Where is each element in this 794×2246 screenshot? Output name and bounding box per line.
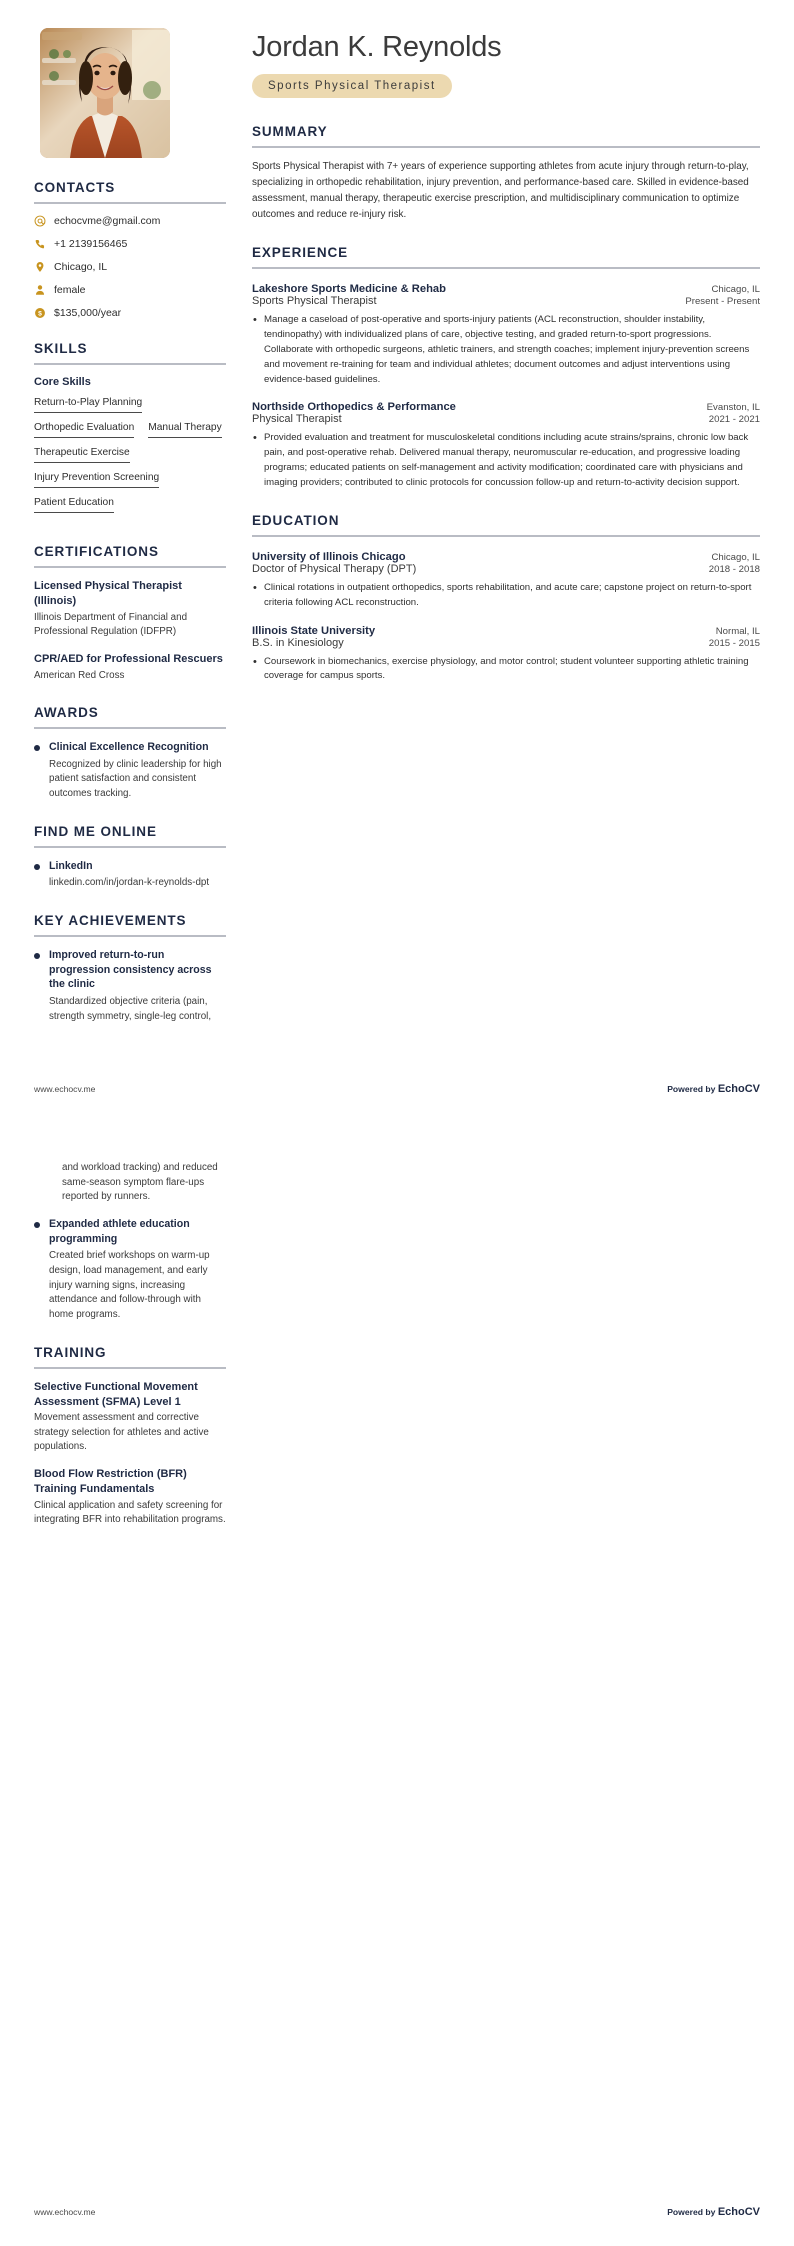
- experience-entry: [252, 283, 760, 387]
- divider: [34, 202, 226, 204]
- experience-dates: 2021 - 2021: [708, 414, 760, 426]
- contact-phone[interactable]: [34, 238, 226, 250]
- svg-text:$: $: [38, 310, 42, 318]
- footer-powered-by: Powered by: [667, 1084, 718, 1094]
- divider: [252, 146, 760, 148]
- divider: [252, 535, 760, 537]
- page-title: Jordan K. Reynolds: [252, 31, 502, 63]
- experience-bullet: • Provided evaluation and treatment for musculoskeletal conditions including acute strains/sprains, chronic low back pain, and post-operative rehab. Delivered manual therapy, neuromuscular re-education, and progressive loading programs; educated patients on self-management and activity modification; coordinated care with physicians and imaging providers; contributed to clinic protocols for concussion follow-up and return-to-activity decision support.: [252, 431, 760, 490]
- summary-text: Sports Physical Therapist with 7+ years of experience supporting athletes from acute injury through return-to-play, specializing in orthopedic rehabilitation, injury prevention, and performance-based care. Skilled in evidence-based assessment, manual therapy, therapeutic exercise prescription, and multidisciplinary communication to optimize outcomes and reduce re-injury risk.: [252, 160, 749, 221]
- footer-brand-name: EchoCV: [717, 1083, 760, 1095]
- online-label: LinkedIn: [49, 859, 93, 872]
- contact-location-value: Chicago, IL: [54, 261, 108, 273]
- experience-org: Lakeshore Sports Medicine & Rehab: [252, 283, 446, 296]
- skill-item: Manual Therapy: [148, 422, 221, 438]
- certification-name: CPR/AED for Professional Rescuers: [34, 653, 223, 666]
- experience-section: [252, 245, 760, 491]
- contact-gender: [34, 284, 226, 296]
- skill-item: Return-to-Play Planning: [34, 397, 142, 413]
- page-footer: [34, 1083, 760, 1095]
- experience-location: Chicago, IL: [711, 284, 760, 296]
- experience-role: Physical Therapist: [252, 413, 342, 426]
- main-content: [252, 28, 760, 1036]
- achievements-heading: KEY ACHIEVEMENTS: [34, 913, 187, 929]
- certification-org: American Red Cross: [34, 669, 125, 681]
- skill-item: Therapeutic Exercise: [34, 447, 130, 463]
- experience-bullets: [252, 313, 760, 387]
- contact-salary: [34, 307, 226, 319]
- training-name: Selective Functional Movement Assessment (SFMA) Level 1: [34, 1380, 198, 1408]
- salary-coin-icon: [34, 307, 46, 319]
- education-dates: 2015 - 2015: [708, 637, 760, 649]
- person-icon: [34, 284, 46, 296]
- footer-branding: [667, 2206, 760, 2218]
- education-location: Normal, IL: [715, 625, 760, 637]
- achievement-item: [34, 948, 226, 1024]
- avatar: [34, 28, 226, 158]
- contact-gender-value: female: [54, 284, 86, 296]
- achievement-description-part1: Standardized objective criteria (pain, strength symmetry, single-leg control,: [49, 995, 212, 1022]
- divider: [34, 566, 226, 568]
- education-dates: 2018 - 2018: [708, 563, 760, 575]
- education-entry: [252, 551, 760, 611]
- experience-bullet: • Manage a caseload of post-operative and sports-injury patients (ACL reconstruction, shoulder instability, tendinopathy) with individualized plans of care, objective testing, and graded return-to-sport progressions. Collaborate with orthopedic surgeons, athletic trainers, and strength coaches; implement injury-prevention screens and movement re-training for team and individual athletes; document outcomes and adjust interventions using evidence-based guidelines.: [252, 313, 760, 387]
- skill-item: Patient Education: [34, 497, 114, 513]
- education-school: Illinois State University: [252, 624, 376, 637]
- certifications-heading: CERTIFICATIONS: [34, 544, 159, 559]
- divider: [34, 935, 226, 937]
- certification-item: [34, 579, 226, 639]
- footer-brand-name: EchoCV: [717, 2206, 760, 2218]
- divider: [34, 846, 226, 848]
- online-url[interactable]: linkedin.com/in/jordan-k-reynolds-dpt: [49, 877, 210, 889]
- summary-heading: SUMMARY: [252, 123, 328, 139]
- headshot-illustration: [40, 28, 170, 158]
- contacts-heading: CONTACTS: [34, 180, 116, 195]
- footer-powered-by: Powered by: [667, 2207, 718, 2217]
- education-degree: B.S. in Kinesiology: [252, 636, 344, 649]
- bullet-dot-icon: [34, 1222, 40, 1228]
- contact-email-value: echocvme@gmail.com: [54, 215, 161, 227]
- achievement-item: [34, 1217, 226, 1323]
- award-description: Recognized by clinic leadership for high patient satisfaction and consistent outcomes tracking.: [49, 758, 222, 800]
- experience-location: Evanston, IL: [706, 402, 760, 414]
- education-heading: EDUCATION: [252, 512, 340, 528]
- skills-group-title: Core Skills: [34, 376, 91, 388]
- profile-photo: [40, 28, 170, 158]
- education-bullets: [252, 581, 760, 611]
- page-footer: [34, 2206, 760, 2218]
- training-description: Movement assessment and corrective strategy selection for athletes and active populations.: [34, 1412, 209, 1452]
- education-bullet: • Coursework in biomechanics, exercise physiology, and motor control; student volunteer supporting athletic training coverage for campus sports.: [252, 655, 760, 685]
- footer-branding: [667, 1083, 760, 1095]
- education-degree: Doctor of Physical Therapy (DPT): [252, 562, 417, 575]
- divider: [34, 727, 226, 729]
- education-location: Chicago, IL: [711, 551, 760, 563]
- award-item: [34, 740, 226, 802]
- education-school: University of Illinois Chicago: [252, 550, 406, 563]
- skills-heading: SKILLS: [34, 341, 88, 356]
- education-entry: [252, 625, 760, 685]
- training-item: [34, 1467, 226, 1527]
- online-heading: FIND ME ONLINE: [34, 823, 157, 839]
- achievement-title: Expanded athlete education programming: [49, 1218, 190, 1245]
- job-title-badge: Sports Physical Therapist: [252, 74, 452, 98]
- experience-entry: [252, 401, 760, 490]
- experience-bullets: [252, 431, 760, 490]
- email-icon: [34, 215, 46, 227]
- achievement-description: Created brief workshops on warm-up design, load management, and early injury warning signs, increasing attendance and follow-through with home programs.: [49, 1250, 210, 1321]
- achievement-title: Improved return-to-run progression consistency across the clinic: [49, 949, 212, 991]
- bullet-dot-icon: [34, 953, 40, 959]
- education-bullets: [252, 655, 760, 685]
- awards-heading: AWARDS: [34, 705, 99, 721]
- skill-item: Orthopedic Evaluation: [34, 422, 134, 438]
- training-name: Blood Flow Restriction (BFR) Training Fundamentals: [34, 1468, 187, 1495]
- footer-url[interactable]: www.echocv.me: [34, 2207, 96, 2217]
- skill-item: Injury Prevention Screening: [34, 472, 159, 488]
- experience-role: Sports Physical Therapist: [252, 295, 377, 308]
- online-item-linkedin[interactable]: [34, 859, 226, 891]
- sidebar: [34, 28, 226, 1036]
- summary-section: [252, 124, 760, 223]
- skills-list: [34, 397, 226, 522]
- certification-item: [34, 652, 226, 683]
- bullet-dot-icon: [34, 864, 40, 870]
- contact-email[interactable]: [34, 215, 226, 227]
- experience-org: Northside Orthopedics & Performance: [252, 401, 456, 414]
- certification-name: Licensed Physical Therapist (Illinois): [34, 580, 182, 607]
- divider: [252, 267, 760, 269]
- award-title: Clinical Excellence Recognition: [49, 741, 209, 754]
- education-section: [252, 513, 760, 684]
- footer-url[interactable]: www.echocv.me: [34, 1084, 96, 1094]
- divider: [34, 1367, 226, 1369]
- bullet-dot-icon: [34, 745, 40, 751]
- divider: [34, 363, 226, 365]
- training-description: Clinical application and safety screening for integrating BFR into rehabilitation programs.: [34, 1499, 226, 1525]
- education-bullet: • Clinical rotations in outpatient orthopedics, sports rehabilitation, and acute care; capstone project on return-to-sport criteria following ACL reconstruction.: [252, 581, 760, 611]
- training-item: [34, 1380, 226, 1454]
- phone-icon: [34, 238, 46, 250]
- contact-location: [34, 261, 226, 273]
- sidebar-continued: [34, 1151, 226, 1540]
- contact-salary-value: $135,000/year: [54, 307, 122, 319]
- main-content-continued: [252, 1151, 760, 1540]
- training-heading: TRAINING: [34, 1344, 107, 1360]
- certification-org: Illinois Department of Financial and Professional Regulation (IDFPR): [34, 611, 188, 637]
- experience-dates: Present - Present: [685, 296, 760, 308]
- resume-page-2: [0, 1123, 794, 2246]
- location-pin-icon: [34, 261, 46, 273]
- contact-phone-value: +1 2139156465: [54, 238, 128, 250]
- achievement-description-part2: and workload tracking) and reduced same-season symptom flare-ups reported by runners.: [62, 1162, 218, 1203]
- experience-heading: EXPERIENCE: [252, 245, 349, 261]
